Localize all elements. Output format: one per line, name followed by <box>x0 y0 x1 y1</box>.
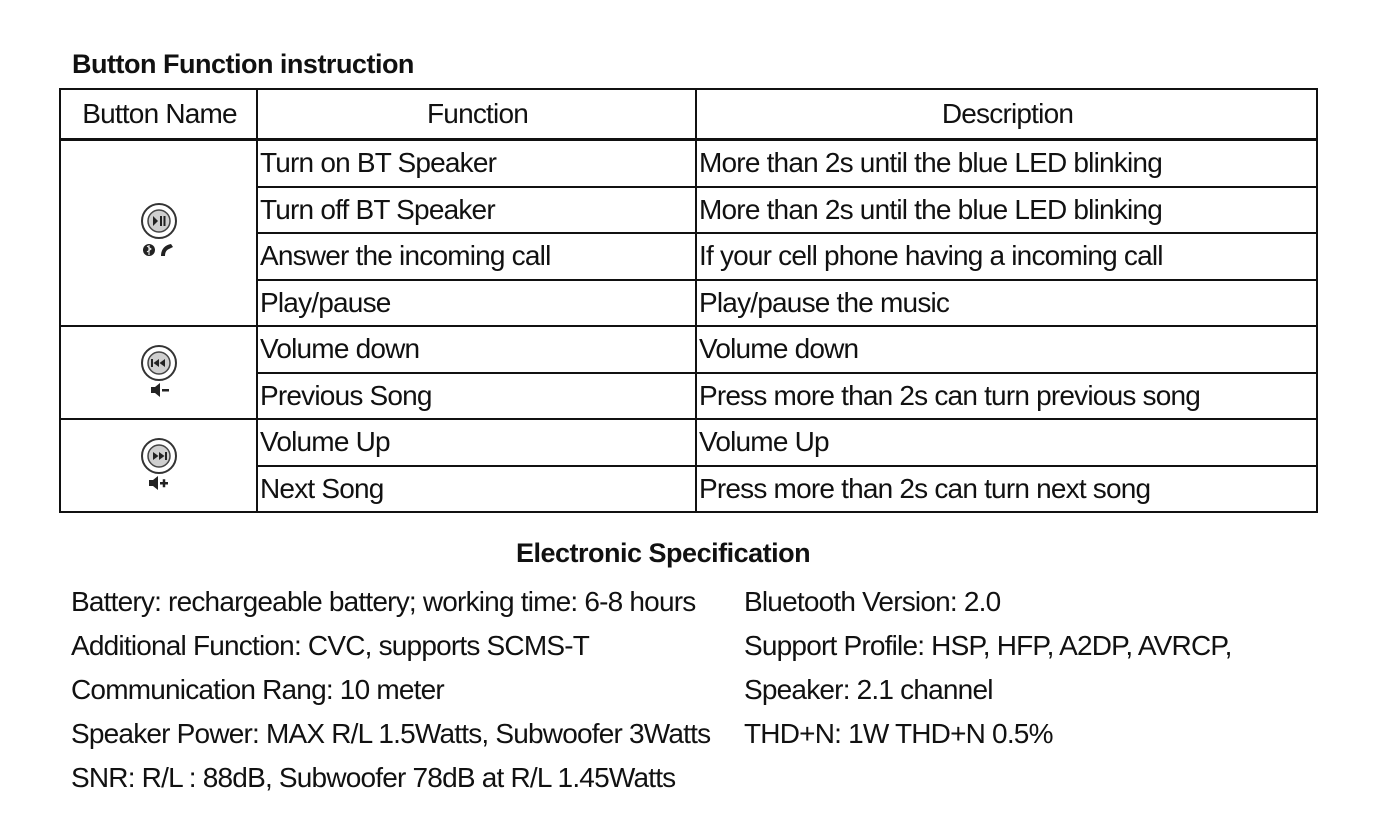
button-cell-play-pause <box>60 140 257 327</box>
play-pause-bt-phone-icon <box>137 201 181 265</box>
spec-support-profile: Support Profile: HSP, HFP, A2DP, AVRCP, <box>744 630 1232 661</box>
function-cell: Answer the incoming call <box>257 233 696 280</box>
table-row <box>60 326 1317 373</box>
button-section-title: Button Function instruction <box>72 49 414 79</box>
button-function-table <box>59 88 1318 513</box>
function-cell: Next Song <box>257 466 696 513</box>
table-header-row <box>60 89 1317 140</box>
function-cell: Turn on BT Speaker <box>257 140 696 187</box>
description-cell: More than 2s until the blue LED blinking <box>696 140 1317 187</box>
description-cell: Play/pause the music <box>696 280 1317 327</box>
spec-battery: Battery: rechargeable battery; working time: 6-8 hours <box>71 586 696 617</box>
spec-communication-range: Communication Rang: 10 meter <box>71 674 444 705</box>
header-button-name: Button Name <box>60 89 257 140</box>
function-cell: Volume Up <box>257 419 696 466</box>
table-row <box>60 419 1317 466</box>
next-volume-up-icon <box>137 436 181 496</box>
spec-snr: SNR: R/L : 88dB, Subwoofer 78dB at R/L 1.45Watts <box>71 762 676 793</box>
spec-list-right <box>744 580 1232 756</box>
function-cell: Play/pause <box>257 280 696 327</box>
function-cell: Previous Song <box>257 373 696 420</box>
header-function: Function <box>257 89 696 140</box>
function-cell: Turn off BT Speaker <box>257 187 696 234</box>
spec-bluetooth-version: Bluetooth Version: 2.0 <box>744 586 1001 617</box>
description-cell: More than 2s until the blue LED blinking <box>696 187 1317 234</box>
spec-speaker-power: Speaker Power: MAX R/L 1.5Watts, Subwoofer 3Watts <box>71 718 711 749</box>
spec-speaker-channel: Speaker: 2.1 channel <box>744 674 993 705</box>
header-description: Description <box>696 89 1317 140</box>
description-cell: Volume Up <box>696 419 1317 466</box>
function-cell: Volume down <box>257 326 696 373</box>
table-row <box>60 140 1317 187</box>
previous-volume-down-icon <box>137 343 181 403</box>
description-cell: If your cell phone having a incoming call <box>696 233 1317 280</box>
description-cell: Volume down <box>696 326 1317 373</box>
description-cell: Press more than 2s can turn previous song <box>696 373 1317 420</box>
button-cell-next <box>60 419 257 512</box>
button-cell-previous <box>60 326 257 419</box>
spec-additional-function: Additional Function: CVC, supports SCMS-T <box>71 630 590 661</box>
spec-section-title: Electronic Specification <box>516 538 811 568</box>
spec-thd: THD+N: 1W THD+N 0.5% <box>744 718 1053 749</box>
spec-list-left <box>71 580 710 800</box>
description-cell: Press more than 2s can turn next song <box>696 466 1317 513</box>
